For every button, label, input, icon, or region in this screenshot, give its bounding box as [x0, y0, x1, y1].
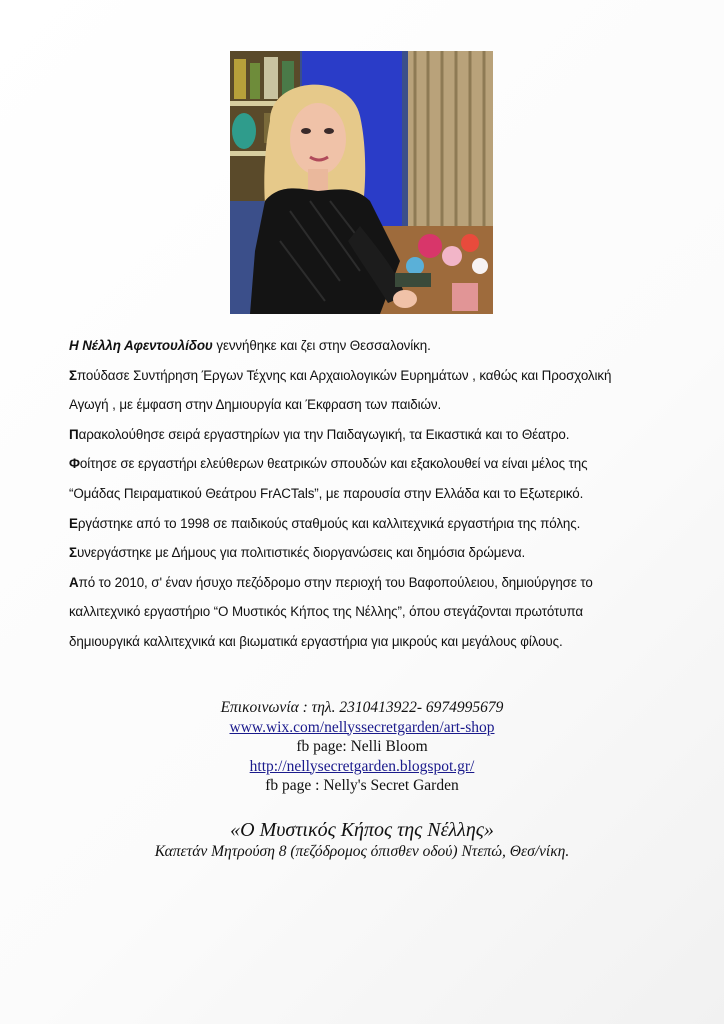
bio-line-10: καλλιτεχνικό εργαστήριο “Ο Μυστικός Κήπος της Νέλλης”, όπου στεγάζονται πρωτότυπα	[69, 604, 584, 620]
biography	[69, 331, 669, 657]
bio-text: οίτησε σε εργαστήρι ελεύθερων θεατρικών σπουδών και εξακολουθεί να είναι μέλος της	[79, 456, 588, 472]
bio-line-3: Αγωγή , με έμφαση στην Δημιουργία και Έκφραση των παιδιών.	[69, 397, 442, 413]
studio-info	[0, 818, 724, 862]
initial-letter: Ε	[69, 515, 78, 531]
fb-page-secret-garden: fb page : Nelly's Secret Garden	[265, 777, 459, 794]
bio-text: ργάστηκε από το 1998 σε παιδικούς σταθμούς και καλλιτεχνικά εργαστήρια της πόλης.	[77, 515, 581, 531]
initial-letter: Π	[69, 426, 79, 442]
studio-title: «Ο Μυστικός Κήπος της Νέλλης»	[230, 819, 494, 841]
bio-text: υνεργάστηκε με Δήμους για πολιτιστικές διοργανώσεις και δημόσια δρώμενα.	[76, 545, 526, 561]
bio-line-11: δημιουργικά καλλιτεχνικά και βιωματικά εργαστήρια για μικρούς και μεγάλους φίλους.	[69, 633, 563, 649]
bio-line-4	[69, 420, 669, 450]
artist-name: Η Νέλλη Αφεντουλίδου	[69, 338, 213, 353]
portrait-illustration	[230, 51, 493, 314]
bio-line-6: “Ομάδας Πειραματικού Θεάτρου FrACTals”, με παρουσία στην Ελλάδα και το Εξωτερικό.	[69, 485, 584, 501]
bio-text: πούδασε Συντήρηση Έργων Τέχνης και Αρχαιολογικών Ευρημάτων , καθώς και Προσχολική	[76, 367, 612, 383]
bio-line-9	[69, 568, 669, 598]
bio-line-8	[69, 538, 669, 568]
portrait-photo	[230, 51, 493, 314]
bio-line-5	[69, 449, 669, 479]
phone-line: Επικοινωνία : τηλ. 2310413922- 6974995679	[220, 699, 504, 716]
bio-line-2	[69, 361, 669, 391]
initial-letter: Σ	[69, 367, 77, 383]
bio-line-1	[69, 331, 669, 361]
bio-text: πό το 2010, σ' έναν ήσυχο πεζόδρομο στην περιοχή του Βαφοπούλειου, δημιούργησε το	[78, 574, 593, 590]
bio-line-7	[69, 509, 669, 539]
bio-text: αρακολούθησε σειρά εργαστηρίων για την Παιδαγωγική, τα Εικαστικά και το Θέατρο.	[78, 426, 570, 442]
blog-link[interactable]: http://nellysecretgarden.blogspot.gr/	[249, 757, 475, 775]
fb-page-nelli-bloom: fb page: Nelli Bloom	[296, 738, 428, 755]
contact-info	[0, 698, 724, 796]
studio-address: Καπετάν Μητρούση 8 (πεζόδρομος όπισθεν οδού) Ντεπώ, Θεσ/νίκη.	[154, 843, 570, 860]
art-shop-link[interactable]: www.wix.com/nellyssecretgarden/art-shop	[229, 718, 495, 736]
initial-letter: Α	[69, 574, 79, 590]
initial-letter: Σ	[69, 545, 77, 561]
bio-text: γεννήθηκε και ζει στην Θεσσαλονίκη.	[212, 338, 431, 353]
initial-letter: Φ	[69, 456, 80, 472]
